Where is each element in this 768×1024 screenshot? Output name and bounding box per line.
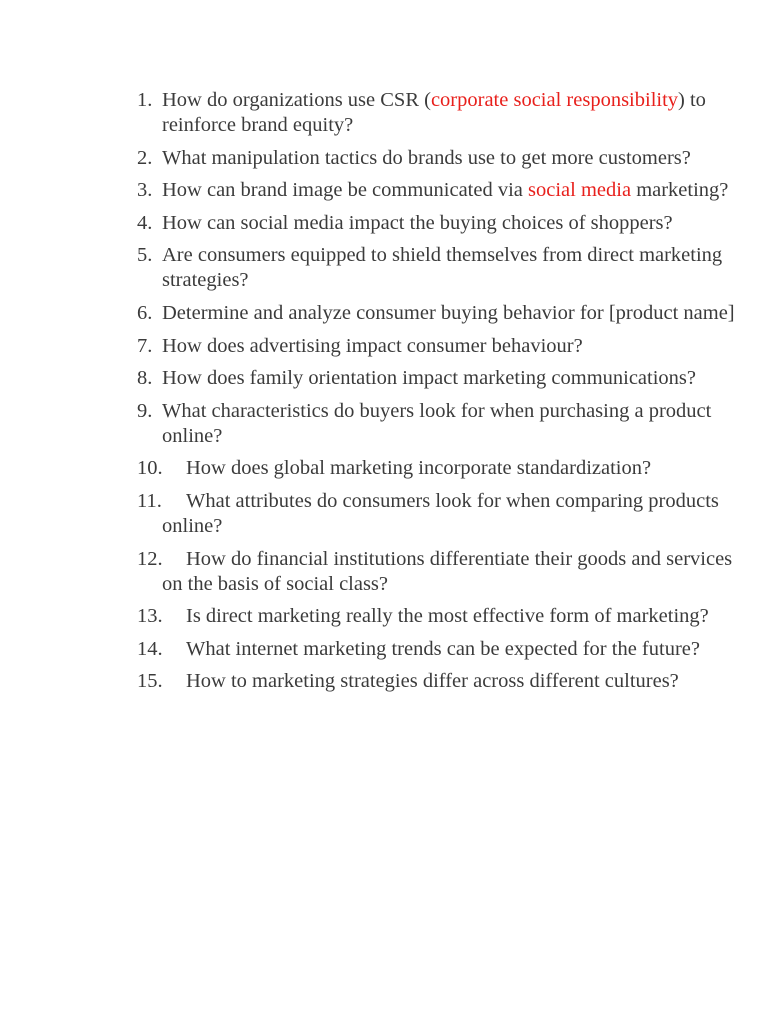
- question-list: [137, 88, 737, 702]
- question-number: 4.: [137, 211, 153, 234]
- highlighted-term: social media: [528, 179, 632, 202]
- question-text: [162, 244, 722, 291]
- question-number: 7.: [137, 334, 153, 357]
- question-item: [137, 604, 737, 629]
- highlighted-term: corporate social responsibility: [430, 89, 679, 111]
- question-text-segment: marketing?: [631, 179, 729, 202]
- question-item: [137, 669, 737, 694]
- question-text: [186, 457, 651, 479]
- question-text-segment: How can social media impact the buying choices of shoppers?: [162, 211, 673, 234]
- question-text: [162, 400, 711, 447]
- question-number: 5.: [137, 244, 153, 267]
- question-item: [137, 637, 737, 662]
- question-text-segment: Is direct marketing really the most effective form of marketing?: [186, 605, 709, 628]
- question-text: [186, 670, 679, 692]
- question-number: 9.: [137, 399, 153, 422]
- question-text-segment: What attributes do consumers look for when comparing products online?: [162, 489, 719, 537]
- question-text-segment: How do organizations use CSR (: [162, 89, 431, 111]
- question-item: [137, 456, 737, 481]
- question-number: 8.: [137, 367, 153, 390]
- question-item: [137, 243, 737, 293]
- question-number: 14.: [137, 637, 163, 660]
- question-number: 12.: [137, 547, 163, 570]
- question-item: [137, 146, 737, 171]
- question-item: [137, 334, 737, 359]
- question-text: [162, 335, 583, 357]
- question-number: 11.: [137, 489, 162, 512]
- question-text: [162, 147, 691, 169]
- question-text-segment: How do financial institutions differentiate their goods and services on the basis of social class?: [162, 547, 733, 595]
- question-number: 13.: [137, 605, 163, 628]
- question-text: [186, 638, 700, 660]
- question-item: [137, 211, 737, 236]
- question-number: 3.: [137, 179, 153, 202]
- question-item: [137, 301, 737, 326]
- question-text-segment: How does family orientation impact marketing communications?: [162, 367, 697, 390]
- question-text-segment: What internet marketing trends can be expected for the future?: [186, 637, 700, 660]
- question-number: 2.: [137, 146, 153, 169]
- question-item: [137, 399, 737, 449]
- question-text: [186, 605, 709, 627]
- question-text-segment: Determine and analyze consumer buying behavior for [product name]: [162, 301, 735, 324]
- question-text-segment: How to marketing strategies differ across different cultures?: [186, 670, 679, 693]
- question-number: 10.: [137, 457, 163, 480]
- question-number: 1.: [137, 89, 153, 111]
- question-text-segment: What manipulation tactics do brands use to get more customers?: [162, 146, 691, 169]
- question-text-segment: How does advertising impact consumer behaviour?: [162, 334, 583, 357]
- question-text: [162, 490, 719, 537]
- question-text: [162, 212, 673, 234]
- question-text: [162, 89, 706, 136]
- question-item: [137, 88, 737, 138]
- question-text-segment: ) to reinforce brand equity?: [162, 89, 706, 136]
- question-item: [137, 489, 737, 539]
- question-item: [137, 178, 737, 203]
- question-text: [162, 302, 735, 324]
- question-text-segment: What characteristics do buyers look for when purchasing a product online?: [162, 399, 712, 447]
- question-text-segment: How can brand image be communicated via: [162, 179, 529, 202]
- question-text-segment: Are consumers equipped to shield themselves from direct marketing strategies?: [162, 244, 723, 292]
- question-text: [162, 548, 732, 595]
- question-text-segment: How does global marketing incorporate standardization?: [186, 457, 652, 480]
- question-item: [137, 547, 737, 597]
- question-text: [162, 179, 728, 201]
- question-text: [162, 367, 696, 389]
- question-number: 6.: [137, 301, 153, 324]
- question-number: 15.: [137, 670, 163, 693]
- question-item: [137, 366, 737, 391]
